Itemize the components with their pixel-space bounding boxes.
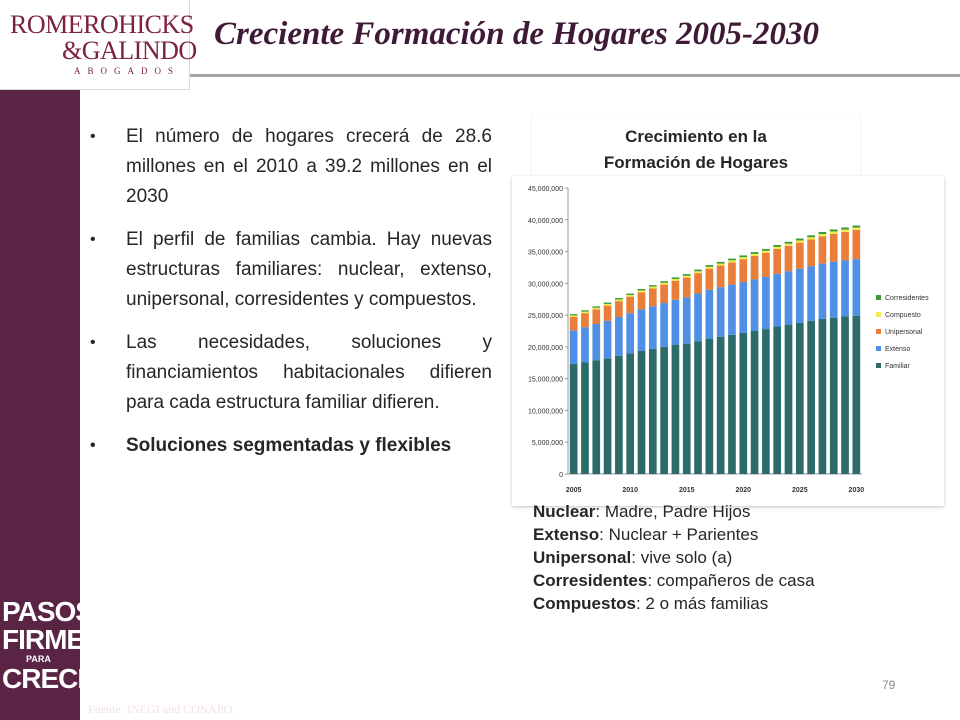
bar-segment-unipersonal	[819, 236, 827, 263]
bar-segment-compuesto	[626, 295, 634, 297]
bar-segment-familiar	[592, 360, 600, 474]
bar-segment-corresidentes	[751, 252, 759, 254]
bar-segment-extenso	[728, 285, 736, 335]
bar-segment-extenso	[694, 294, 702, 342]
y-tick-label: 5,000,000	[531, 440, 563, 448]
bar-segment-familiar	[660, 347, 668, 474]
bar-segment-extenso	[615, 317, 623, 356]
bar-segment-unipersonal	[604, 306, 612, 321]
bar-segment-corresidentes	[706, 265, 714, 267]
bar-segment-extenso	[672, 300, 680, 345]
definition-term: Compuestos	[533, 594, 636, 613]
definition-term: Unipersonal	[533, 548, 632, 567]
bullet-list	[88, 122, 492, 474]
bullet-item	[88, 225, 492, 315]
bar-segment-corresidentes	[728, 259, 736, 261]
bar-segment-corresidentes	[717, 262, 725, 264]
bar-segment-familiar	[773, 327, 781, 474]
bar-segment-corresidentes	[762, 249, 770, 251]
bar-segment-compuesto	[773, 247, 781, 249]
bar-segment-unipersonal	[830, 234, 838, 262]
bar-segment-familiar	[626, 353, 634, 474]
slide-title: Creciente Formación de Hogares 2005-2030	[214, 16, 819, 52]
bar-segment-extenso	[739, 282, 747, 333]
bar-segment-corresidentes	[796, 239, 804, 241]
bar-segment-familiar	[604, 358, 612, 474]
definition-item	[533, 500, 953, 523]
bar-segment-corresidentes	[570, 314, 578, 315]
bar-segment-corresidentes	[604, 303, 612, 304]
legend-swatch	[876, 295, 881, 300]
bar-segment-unipersonal	[762, 253, 770, 277]
bar-segment-extenso	[853, 259, 861, 316]
legend-label: Compuesto	[885, 312, 921, 319]
bullet-dot-icon: •	[90, 128, 96, 145]
legend-swatch	[876, 312, 881, 317]
bar-segment-extenso	[660, 303, 668, 347]
chart-title-box	[532, 116, 860, 178]
bar-segment-corresidentes	[807, 235, 815, 237]
bar-segment-corresidentes	[626, 294, 634, 295]
bar-segment-unipersonal	[638, 292, 646, 309]
chart-title	[532, 124, 860, 176]
bullet-item	[88, 431, 492, 461]
campaign-logo	[2, 596, 115, 694]
bar-segment-extenso	[830, 262, 838, 318]
bullet-text: El perfil de familias cambia. Hay nuevas estructuras familiares: nuclear, extenso, unipersonal, corresidentes y compuestos.	[126, 229, 492, 310]
bullet-item	[88, 328, 492, 418]
bar-segment-familiar	[853, 316, 861, 474]
logo-line-1: ROMEROHICKS	[10, 10, 194, 39]
y-tick-label: 25,000,000	[527, 313, 563, 321]
bar-segment-compuesto	[592, 308, 600, 310]
bullet-dot-icon: •	[90, 334, 96, 351]
bar-segment-compuesto	[717, 264, 725, 266]
bullet-text: Las necesidades, soluciones y financiamientos habitacionales difieren para cada estructura familiar difieren.	[126, 332, 492, 413]
bar-segment-compuesto	[853, 228, 861, 230]
campaign-logo-line-1: PASOS	[2, 596, 93, 627]
bar-segment-compuesto	[841, 230, 849, 232]
bar-segment-unipersonal	[807, 239, 815, 266]
bar-segment-compuesto	[660, 283, 668, 285]
bar-segment-unipersonal	[751, 256, 759, 280]
bar-segment-extenso	[581, 327, 589, 362]
bar-segment-compuesto	[615, 299, 623, 301]
bar-segment-compuesto	[672, 279, 680, 281]
definition-desc: : vive solo (a)	[631, 548, 733, 567]
bar-segment-corresidentes	[683, 274, 691, 276]
bar-segment-familiar	[785, 325, 793, 474]
definition-desc: : 2 o más familias	[635, 594, 769, 613]
bar-segment-compuesto	[581, 312, 589, 314]
y-tick-label: 35,000,000	[527, 249, 563, 257]
source-note: Fuente: INEGI and CONAPO.	[88, 702, 236, 716]
bar-segment-compuesto	[638, 290, 646, 292]
bar-segment-unipersonal	[728, 262, 736, 284]
bar-segment-compuesto	[819, 234, 827, 236]
bar-segment-familiar	[717, 337, 725, 474]
definition-item	[533, 592, 953, 615]
legend-swatch	[876, 363, 881, 368]
bar-segment-extenso	[683, 297, 691, 343]
bar-segment-familiar	[830, 318, 838, 474]
bar-segment-familiar	[762, 329, 770, 474]
bar-segment-compuesto	[570, 315, 578, 317]
bar-segment-extenso	[773, 274, 781, 327]
bar-segment-unipersonal	[717, 266, 725, 288]
bar-segment-compuesto	[762, 251, 770, 253]
legend-label: Familiar	[885, 363, 910, 370]
bar-segment-extenso	[706, 290, 714, 339]
bar-segment-extenso	[626, 313, 634, 353]
definition-item	[533, 546, 953, 569]
y-tick-label: 15,000,000	[527, 376, 563, 384]
bar-segment-compuesto	[796, 240, 804, 242]
definition-desc: : compañeros de casa	[647, 571, 815, 590]
campaign-logo-line-3: PARA	[26, 654, 51, 664]
bullet-item	[88, 122, 492, 212]
y-tick-label: 10,000,000	[527, 408, 563, 416]
firm-logo	[0, 0, 197, 90]
definition-term: Corresidentes	[533, 571, 648, 590]
bar-segment-familiar	[638, 351, 646, 474]
bar-segment-unipersonal	[615, 301, 623, 317]
bar-segment-familiar	[570, 364, 578, 474]
bar-segment-corresidentes	[592, 306, 600, 307]
bar-segment-familiar	[796, 323, 804, 474]
bar-segment-unipersonal	[626, 297, 634, 314]
bar-segment-corresidentes	[785, 242, 793, 244]
bar-segment-corresidentes	[581, 310, 589, 311]
bar-segment-familiar	[841, 316, 849, 474]
bar-segment-compuesto	[694, 271, 702, 273]
bar-segment-extenso	[638, 309, 646, 350]
bar-segment-corresidentes	[660, 281, 668, 283]
definition-desc: : Madre, Padre Hijos	[595, 502, 751, 521]
x-tick-label: 2030	[848, 487, 865, 494]
bar-segment-compuesto	[728, 260, 736, 262]
campaign-logo-line-4: CRECER	[2, 663, 115, 694]
bar-segment-unipersonal	[581, 313, 589, 327]
bar-segment-familiar	[819, 319, 827, 474]
bar-segment-unipersonal	[706, 269, 714, 290]
y-tick-label: 20,000,000	[527, 344, 563, 352]
y-tick-label: 30,000,000	[527, 281, 563, 289]
bar-segment-familiar	[706, 339, 714, 474]
bar-segment-unipersonal	[785, 246, 793, 271]
definition-item	[533, 523, 953, 546]
bar-segment-familiar	[807, 321, 815, 474]
bar-segment-compuesto	[830, 231, 838, 233]
bar-segment-extenso	[841, 260, 849, 316]
bar-segment-familiar	[649, 349, 657, 474]
bar-segment-unipersonal	[841, 232, 849, 261]
bar-segment-unipersonal	[796, 243, 804, 269]
x-tick-label: 2025	[792, 487, 808, 494]
bar-segment-unipersonal	[570, 317, 578, 330]
bar-segment-familiar	[615, 356, 623, 474]
chart-title-line-1: Crecimiento en la	[625, 127, 767, 146]
bar-segment-familiar	[672, 345, 680, 474]
slide-number: 79	[882, 678, 896, 692]
bar-segment-corresidentes	[694, 270, 702, 272]
logo-line-2: &GALINDO	[62, 36, 197, 65]
bar-segment-corresidentes	[739, 255, 747, 257]
bar-segment-unipersonal	[649, 288, 657, 306]
legend-label: Corresidentes	[885, 295, 929, 302]
bar-segment-unipersonal	[660, 285, 668, 303]
bar-segment-compuesto	[751, 254, 759, 256]
bar-segment-unipersonal	[672, 281, 680, 300]
bar-segment-extenso	[807, 266, 815, 321]
x-tick-label: 2020	[735, 487, 752, 494]
bullet-text: Soluciones segmentadas y flexibles	[126, 435, 452, 456]
y-tick-label: 40,000,000	[527, 217, 563, 225]
x-tick-label: 2010	[622, 487, 638, 494]
chart-title-line-2: Formación de Hogares	[603, 153, 789, 172]
bar-segment-extenso	[717, 287, 725, 337]
bar-segment-familiar	[751, 331, 759, 474]
bar-segment-corresidentes	[773, 245, 781, 247]
bar-segment-compuesto	[683, 276, 691, 278]
bar-segment-extenso	[570, 330, 578, 364]
bar-segment-extenso	[592, 324, 600, 360]
bar-segment-familiar	[694, 341, 702, 474]
bar-segment-corresidentes	[638, 289, 646, 290]
bar-segment-compuesto	[604, 304, 612, 306]
bar-segment-familiar	[739, 333, 747, 474]
bullet-text: El número de hogares crecerá de 28.6 millones en el 2010 a 39.2 millones en el 2030	[126, 126, 492, 207]
title-divider	[190, 74, 960, 77]
bar-segment-compuesto	[706, 267, 714, 269]
bar-segment-extenso	[649, 306, 657, 349]
bar-segment-unipersonal	[773, 249, 781, 274]
chart-panel	[512, 176, 944, 506]
definition-desc: : Nuclear + Parientes	[599, 525, 759, 544]
bar-segment-corresidentes	[853, 226, 861, 228]
bar-segment-compuesto	[807, 237, 815, 239]
bar-segment-extenso	[819, 264, 827, 319]
logo-line-3: ABOGADOS	[74, 66, 181, 76]
bullet-dot-icon: •	[90, 231, 96, 248]
bar-segment-corresidentes	[672, 277, 680, 279]
x-tick-label: 2005	[565, 487, 582, 494]
bar-segment-extenso	[796, 269, 804, 323]
bar-segment-extenso	[785, 271, 793, 324]
bar-segment-unipersonal	[694, 273, 702, 293]
bar-segment-corresidentes	[830, 230, 838, 232]
definition-item	[533, 569, 953, 592]
bar-segment-unipersonal	[592, 309, 600, 324]
bar-segment-compuesto	[739, 257, 747, 259]
bar-segment-corresidentes	[819, 232, 827, 234]
campaign-logo-line-2: FIRMES	[2, 624, 102, 655]
bar-segment-unipersonal	[853, 230, 861, 259]
bar-segment-extenso	[751, 280, 759, 331]
bar-segment-extenso	[762, 277, 770, 329]
bar-segment-unipersonal	[739, 259, 747, 282]
stacked-bar-chart	[512, 176, 944, 506]
definition-term: Nuclear	[533, 502, 596, 521]
legend-swatch	[876, 346, 881, 351]
legend-swatch	[876, 329, 881, 334]
bar-segment-compuesto	[785, 244, 793, 246]
definition-term: Extenso	[533, 525, 600, 544]
bar-segment-familiar	[581, 362, 589, 474]
bar-segment-unipersonal	[683, 278, 691, 298]
y-tick-label: 0	[559, 472, 563, 479]
bar-segment-corresidentes	[615, 298, 623, 299]
x-tick-label: 2015	[678, 487, 695, 494]
bar-segment-extenso	[604, 321, 612, 358]
definitions-list	[533, 500, 953, 615]
legend-label: Extenso	[885, 346, 911, 353]
bar-segment-familiar	[728, 335, 736, 474]
bar-segment-corresidentes	[649, 285, 657, 286]
bullet-dot-icon: •	[90, 437, 96, 454]
bar-segment-compuesto	[649, 287, 657, 289]
bar-segment-familiar	[683, 344, 691, 474]
bar-segment-corresidentes	[841, 227, 849, 229]
y-tick-label: 45,000,000	[527, 186, 563, 193]
legend-label: Unipersonal	[885, 329, 923, 336]
